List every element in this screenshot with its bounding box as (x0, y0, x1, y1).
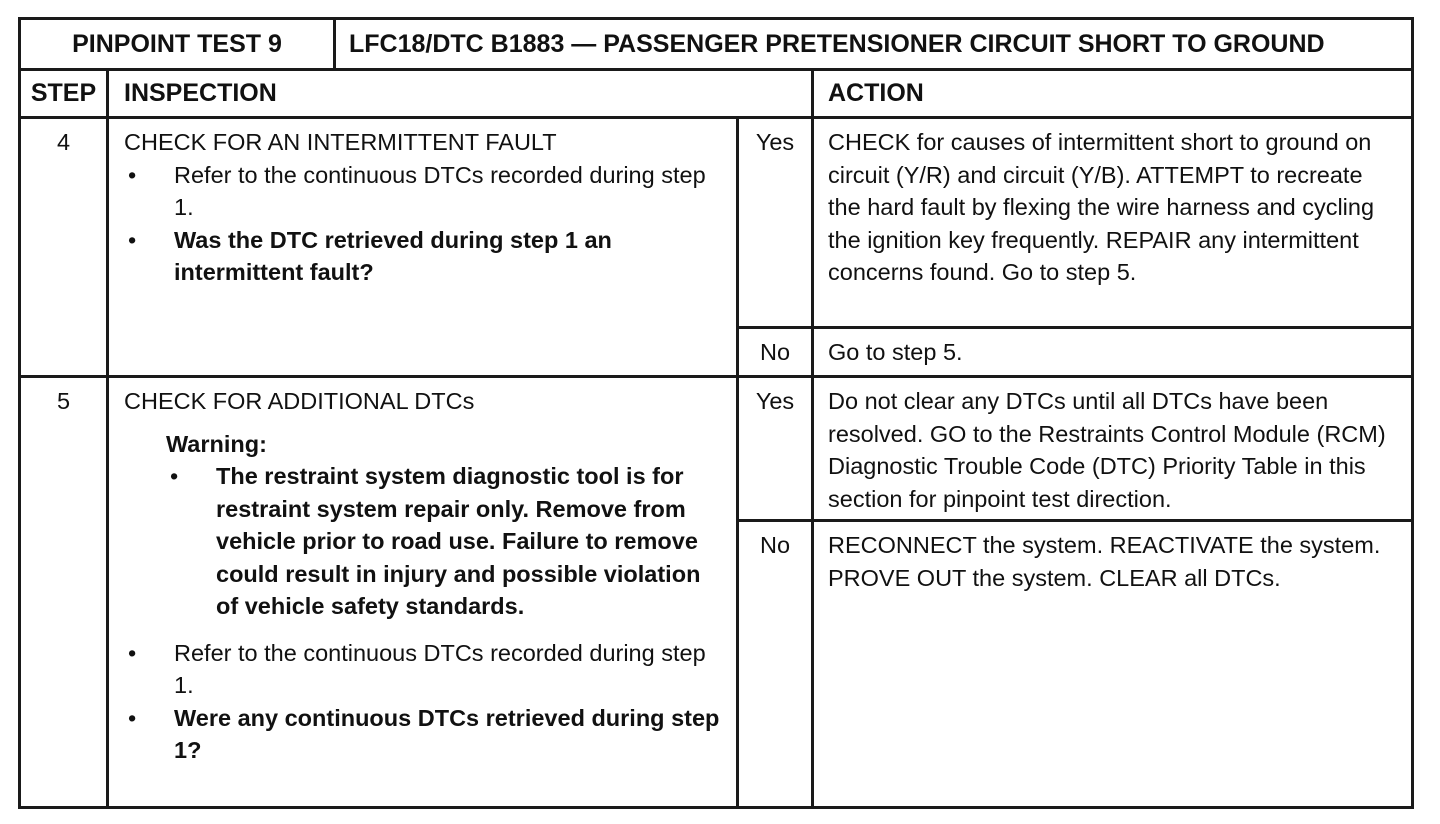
inspection-cell (124, 385, 729, 767)
col-divider (106, 68, 109, 806)
no-label: No (759, 532, 791, 558)
step-number: 4 (56, 129, 71, 155)
inspection-question: • Were any continuous DTCs retrieved during step 1? (124, 702, 729, 767)
inspection-bullet: • Refer to the continuous DTCs recorded during step 1. (124, 159, 724, 224)
pinpoint-test-table (18, 17, 1414, 809)
row-divider (21, 68, 1411, 71)
yes-label: Yes (755, 129, 795, 155)
inspection-title: CHECK FOR ADDITIONAL DTCs (124, 388, 475, 414)
yes-label: Yes (755, 388, 795, 414)
warning-text: • The restraint system diagnostic tool is for restraint system repair only. Remove from vehicle prior to road use. Failure to remove could result in injury and possible violation of vehicle safety standards. (166, 460, 729, 623)
no-label: No (759, 339, 791, 365)
test-title: LFC18/DTC B1883 — PASSENGER PRETENSIONER CIRCUIT SHORT TO GROUND (349, 30, 1325, 58)
step-header: STEP (30, 79, 97, 107)
inspection-bullet: • Refer to the continuous DTCs recorded during step 1. (124, 637, 729, 702)
inspection-header: INSPECTION (124, 79, 277, 107)
col-divider (333, 20, 336, 68)
col-divider (811, 68, 814, 806)
action-header: ACTION (828, 79, 924, 107)
warning-title: Warning: (166, 430, 267, 457)
inspection-cell (124, 126, 724, 289)
row-divider (736, 519, 1411, 522)
inspection-title: CHECK FOR AN INTERMITTENT FAULT (124, 129, 557, 155)
test-label: PINPOINT TEST 9 (72, 30, 282, 58)
col-divider (736, 116, 739, 806)
no-action: RECONNECT the system. REACTIVATE the system. PROVE OUT the system. CLEAR all DTCs. (828, 532, 1381, 591)
no-action: Go to step 5. (828, 339, 963, 365)
inspection-question: • Was the DTC retrieved during step 1 an intermittent fault? (124, 224, 724, 289)
row-divider (21, 116, 1411, 119)
yes-action: CHECK for causes of intermittent short to ground on circuit (Y/R) and circuit (Y/B). ATTEMPT to recreate the hard fault by flexing the wire harness and cycling the ignition key frequently. REPAIR any intermittent concerns found. Go to step 5. (828, 129, 1375, 285)
row-divider (21, 375, 1411, 378)
yes-action: Do not clear any DTCs until all DTCs have been resolved. GO to the Restraints Control Module (RCM) Diagnostic Trouble Code (DTC) Priority Table in this section for pinpoint test direction. (828, 388, 1386, 512)
row-divider (736, 326, 1411, 329)
step-number: 5 (56, 388, 71, 414)
